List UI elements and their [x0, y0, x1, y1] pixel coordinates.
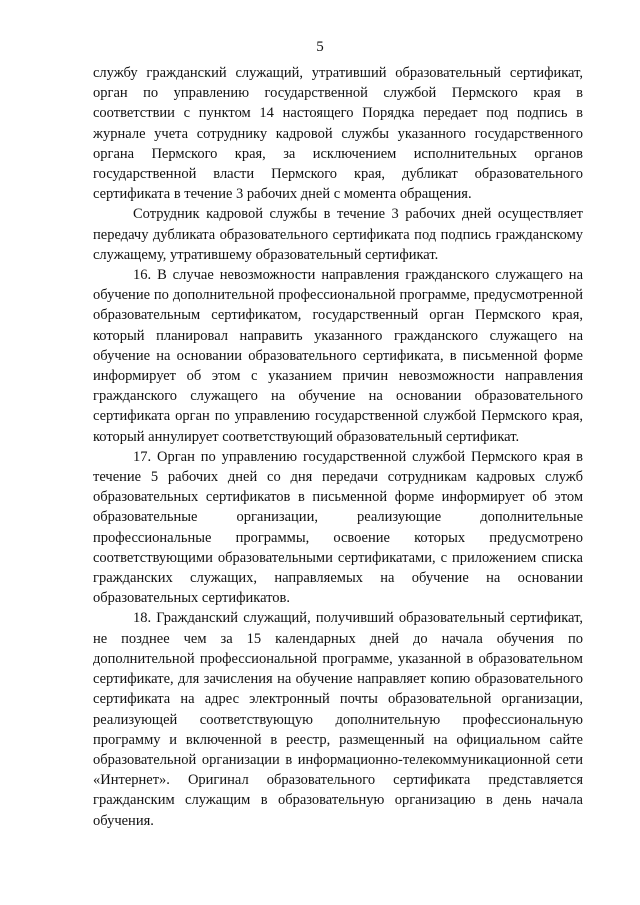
paragraph-16: 16. В случае невозможности направления гражданского служащего на обучение по дополнительной профессиональной программе, предусмотренной образовательным сертификатом, государственный орган Пермского края, который планировал направить указанного гражданского служащего на обучение на основании образовательного сертификата, в письменной форме информирует об этом с указанием причин невозможности направления гражданского служащего на обучение на основании образовательного сертификата орган по управлению государственной службой Пермского края, который аннулирует соответствующий образовательный сертификат. [93, 267, 583, 445]
paragraph-duplicate-transfer: Сотрудник кадровой службы в течение 3 рабочих дней осуществляет передачу дубликата образовательного сертификата под подпись гражданскому служащему, утратившему образовательный сертификат. [93, 206, 583, 263]
document-body [93, 63, 583, 831]
paragraph-continuation: службу гражданский служащий, утративший образовательный сертификат, орган по управлению государственной службой Пермского края в соответствии с пунктом 14 настоящего Порядка передает под подпись в журнале учета сотруднику кадровой службы указанного государственного органа Пермского края, за исключением исполнительных органов государственной власти Пермского края, дубликат образовательного сертификата в течение 3 рабочих дней с момента обращения. [93, 65, 583, 203]
page-number: 5 [316, 39, 324, 55]
paragraph-17: 17. Орган по управлению государственной службой Пермского края в течение 5 рабочих дней со дня передачи сотрудникам кадровых служб образовательных сертификатов в письменной форме информирует об этом образовательные организации, реализующие дополнительные профессиональные программы, освоение которых предусмотрено соответствующими образовательными сертификатами, с приложением списка гражданских служащих, направляемых на обучение на основании образовательных сертификатов. [93, 448, 583, 607]
paragraph-18: 18. Гражданский служащий, получивший образовательный сертификат, не позднее чем за 15 календарных дней до начала обучения по дополнительной профессиональной программе, указанной в образовательном сертификате, для зачисления на обучение направляет копию образовательного сертификата на адрес электронный почты образовательной организации, реализующей соответствующую дополнительную профессиональную программу и включенной в реестр, размещенный на официальном сайте образовательной организации в информационно-телекоммуникационной сети «Интернет». Оригинал образовательного сертификата представляется гражданским служащим в образовательную организацию в день начала обучения. [93, 610, 583, 829]
